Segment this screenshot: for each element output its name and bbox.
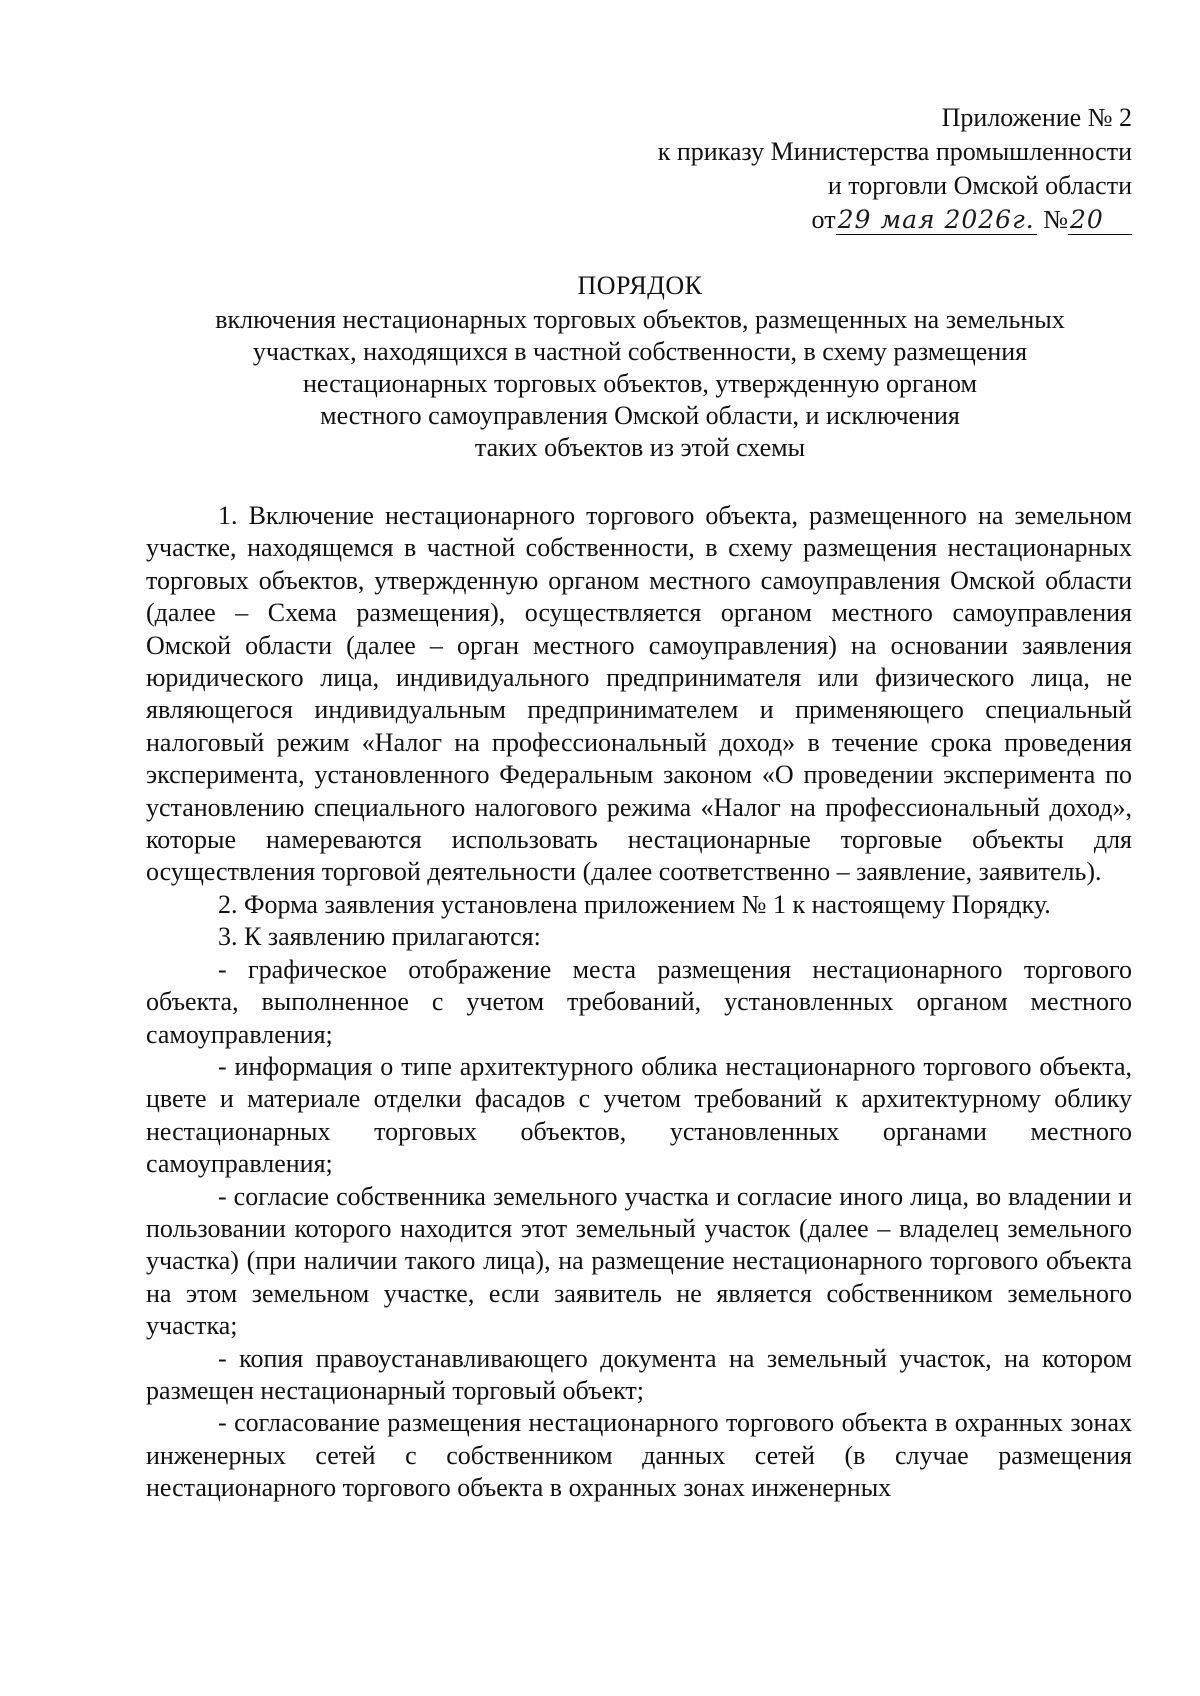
handwritten-order-number: 20 [1068,206,1132,235]
handwritten-date: 29 мая 2026г. [837,205,1035,234]
document-body [146,500,1132,1505]
list-item-graphic-display: - графическое отображение места размещения нестационарного торгового объекта, выполненное с учетом требований, установленных органом местного самоуправления; [146,954,1132,1049]
paragraph-2: 2. Форма заявления установлена приложением № 1 к настоящему Порядку. [218,889,1051,919]
title-subtitle-line: участках, находящихся в частной собственности, в схему размещения [252,337,1028,366]
document-title [150,270,1130,464]
list-item-architecture-info: - информация о типе архитектурного облика нестационарного торгового объекта, цвете и материале отделки фасадов с учетом требований к архитектурному облику нестационарных торговых объектов, установленных органами местного самоуправления; [146,1051,1132,1179]
date-prefix: от [811,205,836,234]
title-heading: ПОРЯДОК [577,271,703,300]
title-subtitle-line: таких объектов из этой схемы [474,433,806,462]
appendix-ministry-region: и торговли Омской области [827,171,1132,200]
appendix-number: Приложение № 2 [941,103,1132,132]
paragraph-1: 1. Включение нестационарного торгового объекта, размещенного на земельном участке, находящемся в частной собственности, в схему размещения нестационарных торговых объектов, утвержденную органом местного самоуправления Омской области (далее – Схема размещения), осуществляется органом местного самоуправления Омской области (далее – орган местного самоуправления) на основании заявления юридического лица, индивидуального предпринимателя или физического лица, не являющегося индивидуальным предпринимателем и применяющего специальный налоговый режим «Налог на профессиональный доход» в течение срока проведения эксперимента, установленного Федеральным законом «О проведении эксперимента по установлению специального налогового режима «Налог на профессиональный доход», которые намереваются использовать нестационарные торговые объекты для осуществления торговой деятельности (далее соответственно – заявление, заявитель). [146,501,1132,887]
order-date-line [658,203,1132,237]
number-prefix: № [1043,205,1068,234]
list-item-title-document: - копия правоустанавливающего документа на земельный участок, на котором размещен нестационарный торговый объект; [146,1343,1132,1405]
title-subtitle-line: нестационарных торговых объектов, утвержденную органом [302,369,978,398]
appendix-order-reference: к приказу Министерства промышленности [657,137,1132,166]
list-item-utility-approval: - согласование размещения нестационарного торгового объекта в охранных зонах инженерных сетей с собственником данных сетей (в случае размещения нестационарного торгового объекта в охранных зонах инженерных [146,1408,1132,1503]
appendix-header [658,101,1132,237]
list-item-owner-consent: - согласие собственника земельного участка и согласие иного лица, во владении и пользовании которого находится этот земельный участок (далее – владелец земельного участка) (при наличии такого лица), на размещение нестационарного торгового объекта на этом земельном участке, если заявитель не является собственником земельного участка; [146,1181,1132,1341]
paragraph-3: 3. К заявлению прилагаются: [218,922,541,952]
title-subtitle-line: включения нестационарных торговых объектов, размещенных на земельных [215,305,1065,334]
title-subtitle-line: местного самоуправления Омской области, и исключения [320,401,960,430]
